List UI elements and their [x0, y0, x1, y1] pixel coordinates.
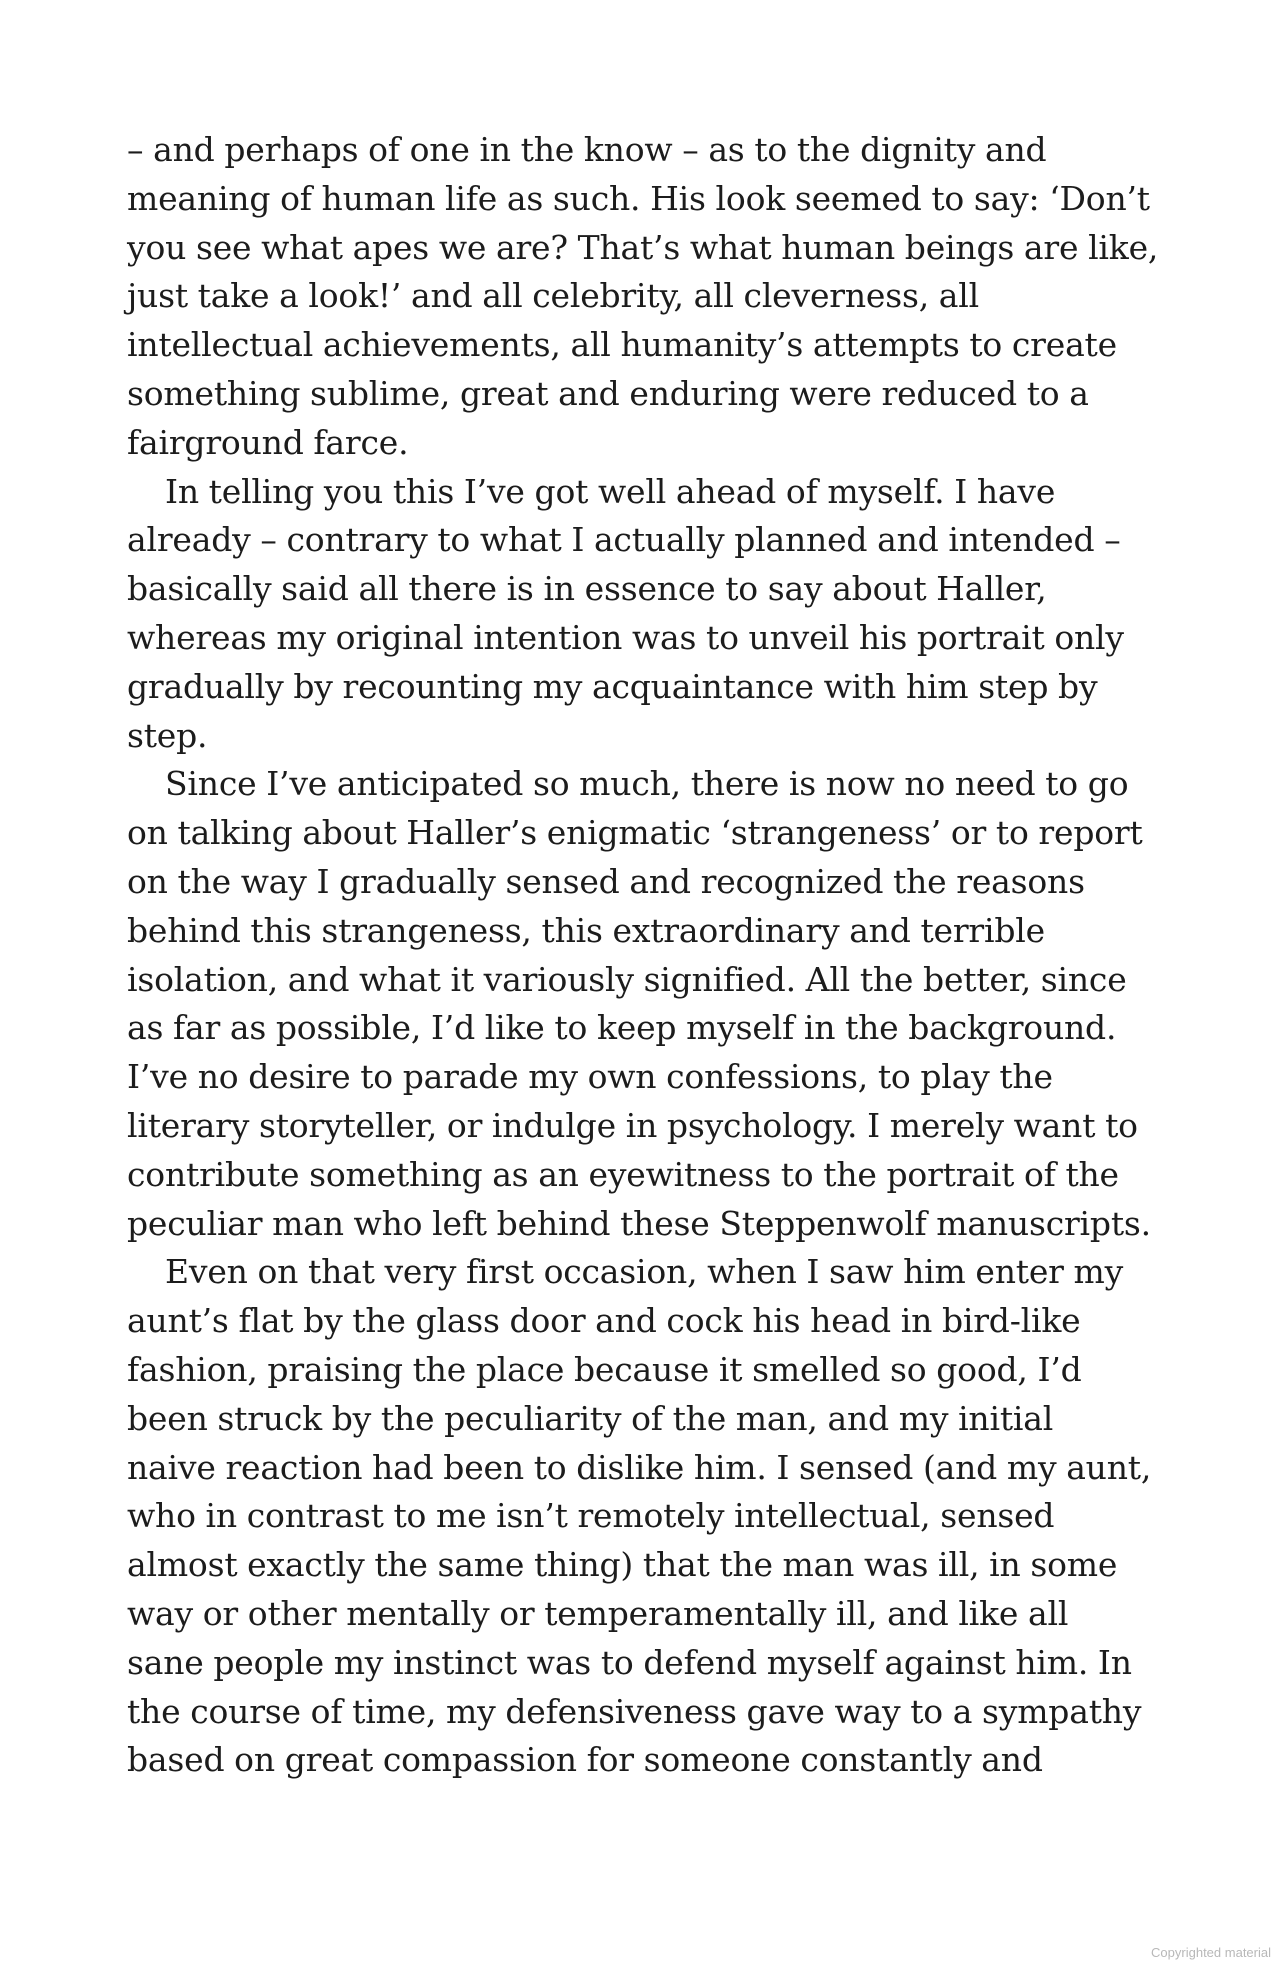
text-line: as far as possible, I’d like to keep myself in the background. [127, 1008, 1117, 1048]
text-line: based on great compassion for someone constantly and [127, 1740, 1043, 1780]
text-line: gradually by recounting my acquaintance with him step by [127, 666, 1098, 706]
text-line: fairground farce. [127, 422, 409, 462]
paragraph-first-line: Even on that very first occasion, when I saw him enter my [165, 1252, 1124, 1292]
text-line: aunt’s flat by the glass door and cock his head in bird-like [127, 1301, 1081, 1341]
text-line: contribute something as an eyewitness to the portrait of the [127, 1154, 1119, 1194]
text-line: sane people my instinct was to defend myself against him. In [127, 1642, 1132, 1682]
text-line: peculiar man who left behind these Steppenwolf manuscripts. [127, 1203, 1151, 1243]
text-line: been struck by the peculiarity of the man, and my initial [127, 1398, 1054, 1438]
text-line: I’ve no desire to parade my own confessions, to play the [127, 1057, 1053, 1097]
text-line: the course of time, my defensiveness gave way to a sympathy [127, 1691, 1142, 1731]
text-line: isolation, and what it variously signified. All the better, since [127, 959, 1127, 999]
text-line: behind this strangeness, this extraordinary and terrible [127, 910, 1045, 950]
text-line: basically said all there is in essence to say about Haller, [127, 569, 1047, 609]
text-line: you see what apes we are? That’s what human beings are like, [127, 227, 1159, 267]
text-line: meaning of human life as such. His look seemed to say: ‘Don’t [127, 178, 1150, 218]
text-line: something sublime, great and enduring were reduced to a [127, 373, 1089, 413]
text-line: already – contrary to what I actually planned and intended – [127, 520, 1121, 560]
copyright-notice: Copyrighted material [1151, 1945, 1271, 1960]
paragraph-first-line: Since I’ve anticipated so much, there is now no need to go [165, 764, 1129, 804]
text-line: just take a look!’ and all celebrity, all cleverness, all [127, 276, 979, 316]
text-line: intellectual achievements, all humanity’s attempts to create [127, 325, 1117, 365]
text-line: who in contrast to me isn’t remotely intellectual, sensed [127, 1496, 1055, 1536]
text-line: naive reaction had been to dislike him. I sensed (and my aunt, [127, 1447, 1152, 1487]
text-line: on the way I gradually sensed and recognized the reasons [127, 861, 1085, 901]
text-line: – and perhaps of one in the know – as to the dignity and [127, 130, 1047, 169]
body-text [127, 126, 1187, 1785]
text-line: almost exactly the same thing) that the man was ill, in some [127, 1545, 1118, 1585]
text-line: fashion, praising the place because it smelled so good, I’d [127, 1349, 1082, 1389]
text-line: way or other mentally or temperamentally ill, and like all [127, 1593, 1069, 1633]
text-line: whereas my original intention was to unveil his portrait only [127, 617, 1124, 657]
text-line: step. [127, 715, 208, 755]
paragraph-first-line: In telling you this I’ve got well ahead of myself. I have [165, 471, 1056, 511]
text-line: on talking about Haller’s enigmatic ‘strangeness’ or to report [127, 813, 1143, 853]
text-line: literary storyteller, or indulge in psychology. I merely want to [127, 1105, 1138, 1145]
